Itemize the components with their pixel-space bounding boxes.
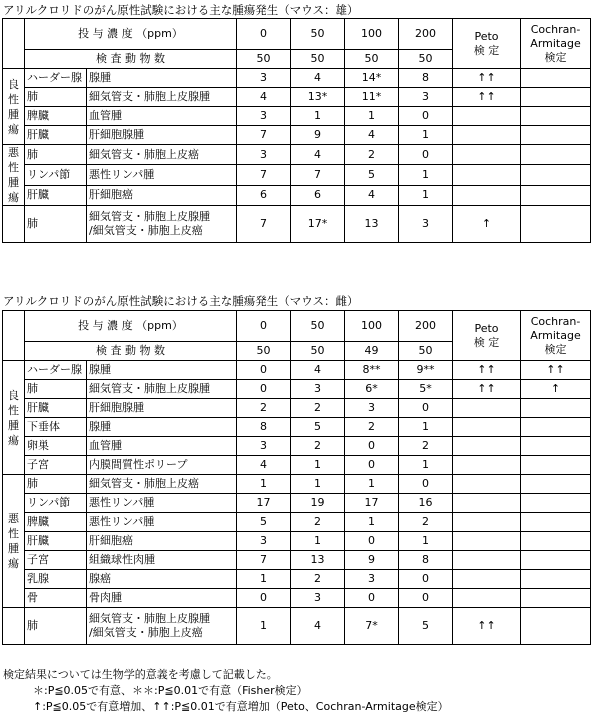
organ-cell: 肝臓: [25, 532, 87, 551]
organ-cell: 脾臓: [25, 107, 87, 126]
peto-result: ↑↑: [453, 380, 521, 399]
incidence-cell: 3: [345, 570, 399, 589]
incidence-cell: 1: [291, 475, 345, 494]
cochran-result: [521, 532, 591, 551]
dose-value: 100: [345, 19, 399, 50]
benign-group-label: 良性腫瘍: [3, 361, 25, 475]
tumor-row: [3, 418, 591, 437]
incidence-cell: 3: [237, 145, 291, 165]
organ-cell: 肺: [25, 475, 87, 494]
cochran-result: [521, 456, 591, 475]
incidence-cell: 8**: [345, 361, 399, 380]
malignant-group-label: 悪性腫瘍: [3, 145, 25, 206]
incidence-cell: 2: [291, 513, 345, 532]
incidence-cell: 0: [345, 532, 399, 551]
incidence-cell: 5: [237, 513, 291, 532]
organ-cell: 卵巣: [25, 437, 87, 456]
incidence-cell: 1: [399, 185, 453, 205]
tumor-type-cell: 悪性リンパ腫: [87, 494, 237, 513]
peto-result: [453, 165, 521, 185]
animals-label: 検 査 動 物 数: [25, 342, 237, 361]
incidence-cell: 7: [237, 126, 291, 145]
organ-cell: 肝臓: [25, 185, 87, 205]
tumor-type-cell: 腺癌: [87, 570, 237, 589]
tumor-type-cell: [87, 608, 237, 645]
peto-result: [453, 532, 521, 551]
dose-value: 0: [237, 19, 291, 50]
animal-count: 50: [237, 342, 291, 361]
incidence-cell: 16: [399, 494, 453, 513]
incidence-cell: 0: [237, 361, 291, 380]
incidence-cell: 0: [345, 456, 399, 475]
tumor-row: [3, 165, 591, 185]
peto-result: ↑↑: [453, 69, 521, 88]
organ-cell: ハーダー腺: [25, 69, 87, 88]
incidence-cell: 1: [237, 475, 291, 494]
cochran-result: [521, 206, 591, 243]
incidence-cell: 13: [291, 551, 345, 570]
animals-label: 検 査 動 物 数: [25, 50, 237, 69]
peto-result: ↑↑: [453, 88, 521, 107]
tumor-row: [3, 475, 591, 494]
incidence-cell: 5: [291, 418, 345, 437]
peto-result: [453, 399, 521, 418]
incidence-cell: 2: [345, 145, 399, 165]
incidence-cell: 8: [237, 418, 291, 437]
cochran-result: [521, 513, 591, 532]
cochran-result: [521, 570, 591, 589]
organ-cell: 脾臓: [25, 513, 87, 532]
tumor-row: [3, 494, 591, 513]
peto-header: Peto 検 定: [453, 19, 521, 69]
organ-cell: リンパ節: [25, 494, 87, 513]
incidence-cell: 13: [345, 206, 399, 243]
footnotes: [3, 667, 449, 715]
tumor-row: [3, 551, 591, 570]
incidence-cell: 2: [291, 570, 345, 589]
dose-label: 投 与 濃 度 （ppm）: [25, 19, 237, 50]
incidence-cell: 3: [237, 69, 291, 88]
incidence-cell: 9: [291, 126, 345, 145]
organ-cell: 下垂体: [25, 418, 87, 437]
peto-result: [453, 494, 521, 513]
tumor-type-cell: 腺腫: [87, 69, 237, 88]
tumor-type-cell: 内膜間質性ポリープ: [87, 456, 237, 475]
incidence-cell: 1: [291, 107, 345, 126]
incidence-cell: 3: [345, 399, 399, 418]
incidence-cell: 1: [399, 532, 453, 551]
dose-value: 200: [399, 311, 453, 342]
male-tumor-table: [2, 18, 591, 243]
peto-result: ↑↑: [453, 361, 521, 380]
incidence-cell: 2: [345, 418, 399, 437]
tumor-row: [3, 126, 591, 145]
cochran-result: [521, 475, 591, 494]
cochran-result: [521, 418, 591, 437]
incidence-cell: 1: [345, 475, 399, 494]
animal-count: 50: [399, 342, 453, 361]
incidence-cell: 13*: [291, 88, 345, 107]
tumor-type-cell: 血管腫: [87, 107, 237, 126]
incidence-cell: 3: [237, 437, 291, 456]
tumor-type-cell: 肝細胞腺腫: [87, 399, 237, 418]
incidence-cell: 3: [237, 532, 291, 551]
tumor-type-cell: 細気管支・肺胞上皮癌: [87, 145, 237, 165]
incidence-cell: 17*: [291, 206, 345, 243]
incidence-cell: 4: [345, 185, 399, 205]
incidence-cell: 3: [291, 589, 345, 608]
cochran-result: [521, 437, 591, 456]
corner-cell: [3, 311, 25, 361]
peto-result: [453, 107, 521, 126]
tumor-row: [3, 399, 591, 418]
incidence-cell: 8: [399, 551, 453, 570]
incidence-cell: 4: [291, 608, 345, 645]
incidence-cell: 0: [399, 589, 453, 608]
dose-value: 50: [291, 19, 345, 50]
incidence-cell: 1: [399, 126, 453, 145]
organ-cell: 肝臓: [25, 399, 87, 418]
organ-cell: 肝臓: [25, 126, 87, 145]
incidence-cell: 17: [345, 494, 399, 513]
tumor-type-cell: 血管腫: [87, 437, 237, 456]
footnote-fisher: ＊:P≦0.05で有意、＊＊:P≦0.01で有意（Fisher検定）: [33, 684, 308, 697]
tumor-type-cell: [87, 206, 237, 243]
incidence-cell: 7: [237, 551, 291, 570]
dose-value: 0: [237, 311, 291, 342]
cochran-result: [521, 145, 591, 165]
incidence-cell: 3: [291, 380, 345, 399]
incidence-cell: 4: [291, 145, 345, 165]
incidence-cell: 1: [399, 418, 453, 437]
tumor-row: [3, 437, 591, 456]
peto-result: ↑↑: [453, 608, 521, 645]
incidence-cell: 6*: [345, 380, 399, 399]
incidence-cell: 5*: [399, 380, 453, 399]
animal-count: 50: [291, 50, 345, 69]
cochran-result: [521, 185, 591, 205]
incidence-cell: 0: [399, 570, 453, 589]
tumor-row: [3, 145, 591, 165]
tumor-row: [3, 589, 591, 608]
animal-count: 50: [399, 50, 453, 69]
incidence-cell: 1: [237, 608, 291, 645]
combined-group-cell: [3, 608, 25, 645]
organ-cell: 骨: [25, 589, 87, 608]
tumor-type-cell: 細気管支・肺胞上皮癌: [87, 475, 237, 494]
incidence-cell: 9**: [399, 361, 453, 380]
incidence-cell: 4: [291, 361, 345, 380]
incidence-cell: 7: [237, 206, 291, 243]
tumor-type-cell: 悪性リンパ腫: [87, 513, 237, 532]
tumor-type-line: /細気管支・肺胞上皮癌: [89, 626, 203, 639]
cochran-header: Cochran- Armitage 検定: [521, 19, 591, 69]
combined-row: [3, 206, 591, 243]
organ-cell: 子宮: [25, 456, 87, 475]
peto-header: Peto 検 定: [453, 311, 521, 361]
peto-result: [453, 570, 521, 589]
organ-cell: 肺: [25, 608, 87, 645]
peto-result: [453, 551, 521, 570]
incidence-cell: 5: [399, 608, 453, 645]
footnote-trend: ↑:P≦0.05で有意増加、↑↑:P≦0.01で有意増加（Peto、Cochran-Armitage検定）: [33, 700, 449, 713]
tumor-type-cell: 細気管支・肺胞上皮腺腫: [87, 88, 237, 107]
cochran-result: [521, 494, 591, 513]
male-table-title: アリルクロリドのがん原性試験における主な腫瘍発生（マウス：雄）: [3, 3, 359, 17]
peto-result: [453, 437, 521, 456]
peto-result: ↑: [453, 206, 521, 243]
tumor-type-cell: 腺腫: [87, 361, 237, 380]
incidence-cell: 2: [291, 399, 345, 418]
tumor-row: [3, 380, 591, 399]
malignant-group-label: 悪性腫瘍: [3, 475, 25, 608]
incidence-cell: 0: [399, 145, 453, 165]
tumor-type-cell: 腺腫: [87, 418, 237, 437]
cochran-result: [521, 88, 591, 107]
dose-value: 50: [291, 311, 345, 342]
incidence-cell: 0: [399, 399, 453, 418]
cochran-result: [521, 551, 591, 570]
incidence-cell: 3: [399, 88, 453, 107]
incidence-cell: 4: [345, 126, 399, 145]
organ-cell: 乳腺: [25, 570, 87, 589]
incidence-cell: 7: [237, 165, 291, 185]
incidence-cell: 3: [237, 107, 291, 126]
incidence-cell: 17: [237, 494, 291, 513]
tumor-type-cell: 組織球性肉腫: [87, 551, 237, 570]
cochran-result: [521, 589, 591, 608]
tumor-row: [3, 107, 591, 126]
tumor-row: [3, 570, 591, 589]
tumor-row: [3, 513, 591, 532]
tumor-type-cell: 肝細胞癌: [87, 185, 237, 205]
peto-result: [453, 418, 521, 437]
cochran-result: [521, 69, 591, 88]
incidence-cell: 0: [399, 475, 453, 494]
incidence-cell: 0: [345, 589, 399, 608]
tumor-row: [3, 69, 591, 88]
organ-cell: ハーダー腺: [25, 361, 87, 380]
organ-cell: 肺: [25, 88, 87, 107]
incidence-cell: 14*: [345, 69, 399, 88]
incidence-cell: 0: [237, 589, 291, 608]
tumor-type-line: 細気管支・肺胞上皮腺腫: [89, 612, 210, 625]
female-tumor-table: [2, 310, 591, 645]
incidence-cell: 4: [237, 88, 291, 107]
tumor-type-cell: 肝細胞腺腫: [87, 126, 237, 145]
tumor-row: [3, 532, 591, 551]
cochran-result: ↑: [521, 380, 591, 399]
incidence-cell: 19: [291, 494, 345, 513]
incidence-cell: 8: [399, 69, 453, 88]
incidence-cell: 2: [399, 513, 453, 532]
incidence-cell: 1: [291, 456, 345, 475]
peto-result: [453, 456, 521, 475]
peto-result: [453, 475, 521, 494]
incidence-cell: 1: [345, 107, 399, 126]
incidence-cell: 2: [399, 437, 453, 456]
organ-cell: リンパ節: [25, 165, 87, 185]
animal-count: 50: [237, 50, 291, 69]
incidence-cell: 6: [237, 185, 291, 205]
incidence-cell: 5: [345, 165, 399, 185]
peto-result: [453, 126, 521, 145]
tumor-type-cell: 骨肉腫: [87, 589, 237, 608]
incidence-cell: 1: [291, 532, 345, 551]
animal-count: 50: [291, 342, 345, 361]
organ-cell: 子宮: [25, 551, 87, 570]
peto-result: [453, 513, 521, 532]
incidence-cell: 1: [399, 165, 453, 185]
peto-result: [453, 145, 521, 165]
animal-count: 49: [345, 342, 399, 361]
combined-group-cell: [3, 206, 25, 243]
tumor-type-cell: 悪性リンパ腫: [87, 165, 237, 185]
incidence-cell: 4: [237, 456, 291, 475]
incidence-cell: 1: [237, 570, 291, 589]
incidence-cell: 11*: [345, 88, 399, 107]
dose-label: 投 与 濃 度 （ppm）: [25, 311, 237, 342]
tumor-row: [3, 88, 591, 107]
incidence-cell: 7*: [345, 608, 399, 645]
incidence-cell: 4: [291, 69, 345, 88]
peto-result: [453, 185, 521, 205]
benign-group-label: 良性腫瘍: [3, 69, 25, 145]
incidence-cell: 1: [345, 513, 399, 532]
tumor-row: [3, 361, 591, 380]
tumor-type-cell: 肝細胞癌: [87, 532, 237, 551]
incidence-cell: 9: [345, 551, 399, 570]
animal-count: 50: [345, 50, 399, 69]
organ-cell: 肺: [25, 380, 87, 399]
cochran-result: ↑↑: [521, 361, 591, 380]
cochran-result: [521, 107, 591, 126]
cochran-result: [521, 399, 591, 418]
cochran-header: Cochran- Armitage 検定: [521, 311, 591, 361]
cochran-result: [521, 165, 591, 185]
tumor-type-cell: 細気管支・肺胞上皮腺腫: [87, 380, 237, 399]
organ-cell: 肺: [25, 206, 87, 243]
incidence-cell: 3: [399, 206, 453, 243]
tumor-row: [3, 185, 591, 205]
peto-result: [453, 589, 521, 608]
dose-value: 100: [345, 311, 399, 342]
female-table-title: アリルクロリドのがん原性試験における主な腫瘍発生（マウス：雌）: [3, 294, 359, 308]
incidence-cell: 2: [291, 437, 345, 456]
incidence-cell: 1: [399, 456, 453, 475]
organ-cell: 肺: [25, 145, 87, 165]
incidence-cell: 6: [291, 185, 345, 205]
footnote-remark: 検定結果については生物学的意義を考慮して記載した。: [3, 668, 278, 681]
incidence-cell: 7: [291, 165, 345, 185]
cochran-result: [521, 126, 591, 145]
incidence-cell: 0: [237, 380, 291, 399]
tumor-type-line: 細気管支・肺胞上皮腺腫: [89, 210, 210, 223]
tumor-type-line: /細気管支・肺胞上皮癌: [89, 224, 203, 237]
cochran-result: [521, 608, 591, 645]
combined-row: [3, 608, 591, 645]
corner-cell: [3, 19, 25, 69]
incidence-cell: 2: [237, 399, 291, 418]
dose-value: 200: [399, 19, 453, 50]
incidence-cell: 0: [345, 437, 399, 456]
incidence-cell: 0: [399, 107, 453, 126]
tumor-row: [3, 456, 591, 475]
